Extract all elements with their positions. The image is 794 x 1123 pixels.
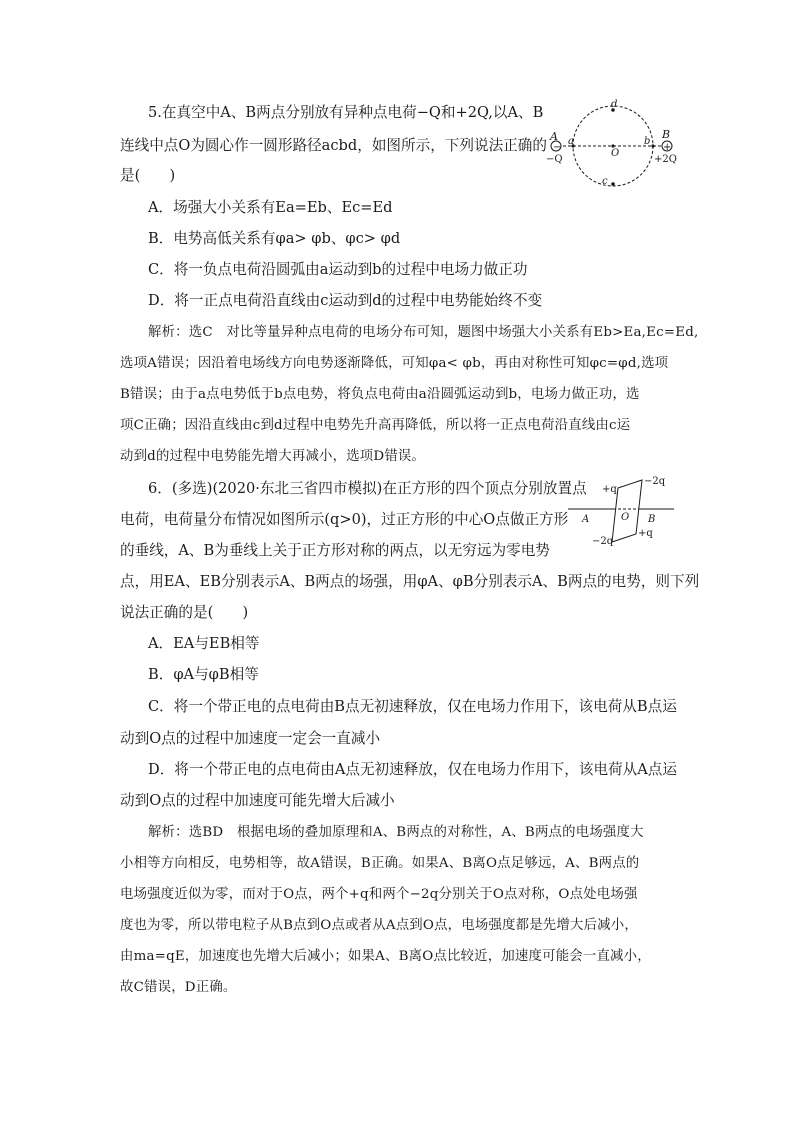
q5-explanation-line-4: 项C正确；因沿直线由c到d过程中电势先升高再降低，所以将一正点电荷沿直线由c运 (120, 418, 631, 433)
q6-stem-line-3: 的垂线，A、B为垂线上关于正方形对称的两点，以无穷远为零电势 (120, 542, 550, 559)
q6-stem-line-2: 电荷，电荷量分布情况如图所示(q>0)，过正方形的中心O点做正方形 (120, 511, 569, 528)
label-O: O (611, 148, 620, 159)
q6-option-b: B．φA与φB相等 (148, 666, 259, 683)
label-c: c (602, 176, 608, 187)
q6-explanation-line-5: 由ma=qE，加速度也先增大后减小；如果A、B离O点比较近，加速度可能会一直减小， (120, 949, 651, 964)
q5-stem-line-3: 是( ) (120, 167, 176, 184)
q6-explanation-line-3: 电场强度近似为零，而对于O点，两个+q和两个−2q分别关于O点对称，O点处电场强 (120, 887, 638, 902)
point-b (651, 144, 654, 147)
label-O: O (621, 512, 630, 523)
q6-option-c-line-2: 动到O点的过程中加速度一定会一直减小 (120, 730, 381, 747)
q5-explanation-line-1: 解析：选C 对比等量异种点电荷的电场分布可知，题图中场强大小关系有Eb>Ea,Ec=Ed, (148, 325, 699, 340)
q5-explanation-line-2: 选项A错误；因沿着电场线方向电势逐渐降低，可知φa< φb，再由对称性可知φc=φd,选项 (120, 356, 669, 371)
label-d: d (611, 99, 618, 110)
q5-option-a: A．场强大小关系有Ea=Eb、Ec=Ed (148, 199, 393, 216)
q5-explanation-line-5: 动到d的过程中电势能先增大再减小，选项D错误。 (120, 449, 426, 464)
q6-option-d-line-1: D．将一个带正电的点电荷由A点无初速释放，仅在电场力作用下，该电荷从A点运 (148, 761, 677, 778)
q6-option-d-line-2: 动到O点的过程中加速度可能先增大后减小 (120, 792, 395, 809)
label-minus-2q-bottom: −2q (592, 536, 614, 547)
label-plus-q-bottom: +q (638, 528, 653, 539)
q6-stem-line-1: 6．(多选)(2020·东北三省四市模拟)在正方形的四个顶点分别放置点 (148, 480, 587, 497)
q6-explanation-line-6: 故C错误，D正确。 (120, 980, 237, 995)
q6-explanation-line-4: 度也为零，所以带电粒子从B点到O点或者从A点到O点，电场强度都是先增大后减小， (120, 918, 638, 933)
q5-option-b: B．电势高低关系有φa> φb、φc> φd (148, 230, 401, 247)
label-b: b (644, 136, 651, 147)
q6-figure (566, 472, 676, 550)
q6-option-c-line-1: C．将一个带正电的点电荷由B点无初速释放，仅在电场力作用下，该电荷从B点运 (148, 698, 677, 715)
charge-a-sign: − (553, 142, 562, 153)
charge-b-sign: + (663, 142, 672, 153)
label-B: B (662, 128, 671, 141)
label-minus-2q-top: −2q (644, 476, 666, 487)
q5-explanation-line-3: B错误；由于a点电势低于b点电势，将负点电荷由a沿圆弧运动到b，电场力做正功，选 (120, 387, 640, 402)
q6-explanation-line-2: 小相等方向相反，电势相等，故A错误，B正确。如果A、B离O点足够远，A、B两点的 (120, 856, 640, 871)
q6-stem-line-4: 点，用EA、EB分别表示A、B两点的场强，用φA、φB分别表示A、B两点的电势，则下列 (120, 573, 700, 590)
q5-figure (540, 98, 680, 198)
q5-stem-line-1: 5.在真空中A、B两点分别放有异种点电荷−Q和+2Q,以A、B (148, 104, 544, 121)
label-A: A (550, 130, 558, 143)
q6-stem-line-5: 说法正确的是( ) (120, 604, 249, 621)
label-negQ: −Q (546, 154, 563, 165)
label-A: A (582, 514, 590, 525)
q5-option-c: C．将一负点电荷沿圆弧由a运动到b的过程中电场力做正功 (148, 261, 528, 278)
label-B: B (648, 514, 656, 525)
q6-option-a: A．EA与EB相等 (148, 635, 260, 652)
q6-explanation-line-1: 解析：选BD 根据电场的叠加原理和A、B两点的对称性，A、B两点的电场强度大 (148, 825, 644, 840)
q5-option-d: D．将一正点电荷沿直线由c运动到d的过程中电势能始终不变 (148, 292, 543, 309)
q5-stem-line-2: 连线中点O为圆心作一圆形路径acbd，如图所示，下列说法正确的 (120, 137, 547, 154)
label-posQ: +2Q (654, 154, 677, 165)
point-c (611, 182, 615, 186)
label-plus-q-top: +q (602, 484, 617, 495)
label-a: a (568, 136, 574, 147)
